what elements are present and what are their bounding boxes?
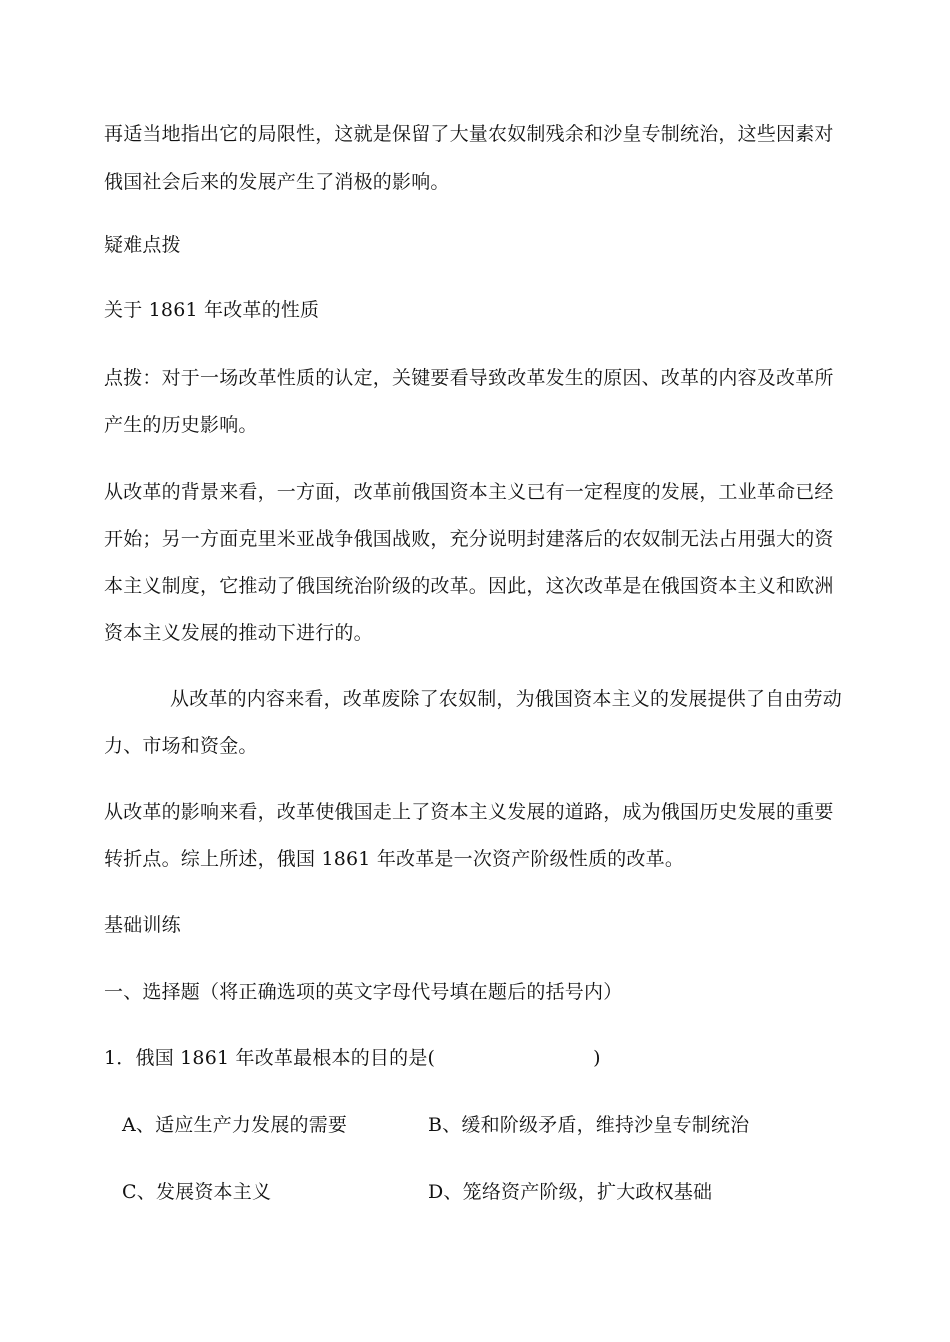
- section-title-multiple-choice: 一、选择题（将正确选项的英文字母代号填在题后的括号内）: [104, 981, 623, 1003]
- paragraph-5-line-2: 转折点。综上所述，俄国 1861 年改革是一次资产阶级性质的改革。: [104, 848, 685, 870]
- paragraph-2-line-1: 点拨：对于一场改革性质的认定，关键要看导致改革发生的原因、改革的内容及改革所: [104, 367, 834, 389]
- option-c: C、发展资本主义: [122, 1181, 272, 1203]
- option-b: B、缓和阶级矛盾，维持沙皇专制统治: [428, 1114, 750, 1136]
- paragraph-5-line-1: 从改革的影响来看，改革使俄国走上了资本主义发展的道路，成为俄国历史发展的重要: [104, 801, 834, 823]
- topic-heading: 关于 1861 年改革的性质: [104, 299, 320, 321]
- paragraph-4-line-2: 力、市场和资金。: [104, 735, 258, 757]
- option-a: A、适应生产力发展的需要: [122, 1114, 348, 1136]
- paragraph-4-line-1: 从改革的内容来看，改革废除了农奴制，为俄国资本主义的发展提供了自由劳动: [170, 688, 843, 710]
- paragraph-1-line-2: 俄国社会后来的发展产生了消极的影响。: [104, 171, 450, 193]
- paragraph-3-line-1: 从改革的背景来看，一方面，改革前俄国资本主义已有一定程度的发展，工业革命已经: [104, 481, 834, 503]
- heading-basic-training: 基础训练: [104, 914, 181, 936]
- paragraph-1-line-1: 再适当地指出它的局限性，这就是保留了大量农奴制残余和沙皇专制统治，这些因素对: [104, 123, 834, 145]
- paragraph-2-line-2: 产生的历史影响。: [104, 414, 258, 436]
- question-1-text: 1．俄国 1861 年改革最根本的目的是(: [104, 1047, 436, 1069]
- question-1-stem: [104, 1046, 601, 1070]
- paragraph-3-line-2: 开始；另一方面克里米亚战争俄国战败，充分说明封建落后的农奴制无法占用强大的资: [104, 528, 834, 550]
- paragraph-3-line-4: 资本主义发展的推动下进行的。: [104, 622, 373, 644]
- question-1-close-paren: ): [593, 1047, 601, 1069]
- option-d: D、笼络资产阶级，扩大政权基础: [428, 1181, 713, 1203]
- paragraph-3-line-3: 本主义制度，它推动了俄国统治阶级的改革。因此，这次改革是在俄国资本主义和欧洲: [104, 575, 834, 597]
- heading-difficult-points: 疑难点拨: [104, 234, 181, 256]
